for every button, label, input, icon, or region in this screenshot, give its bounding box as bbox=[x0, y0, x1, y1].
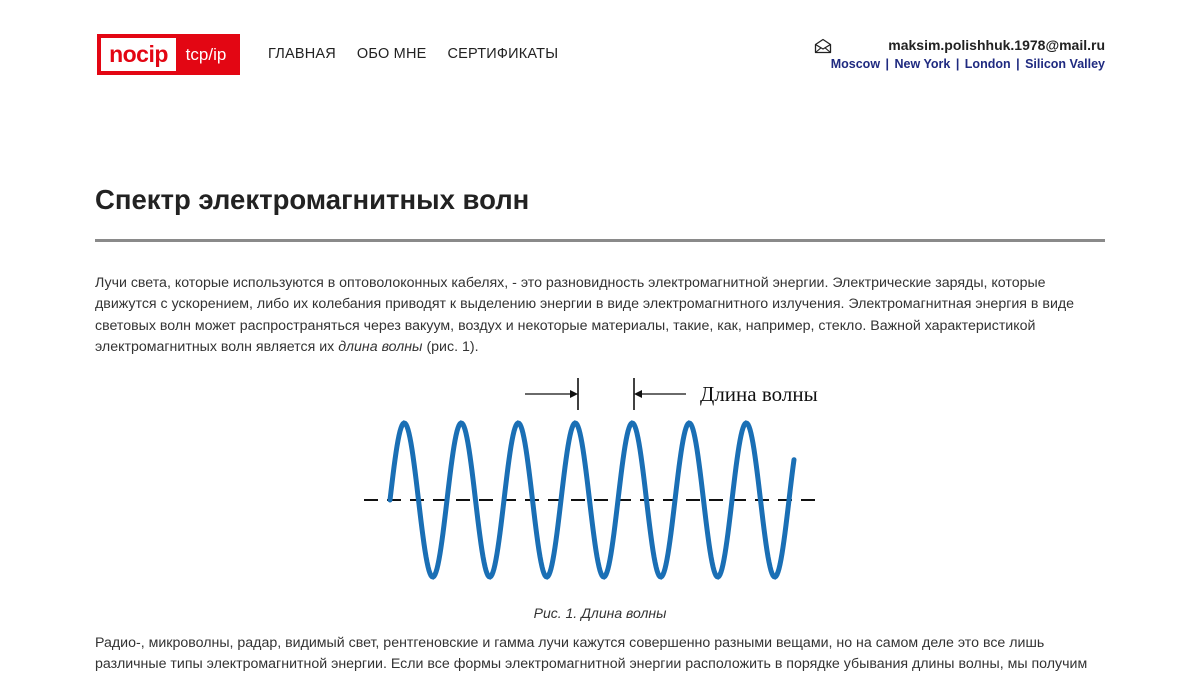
intro-tail: (рис. 1). bbox=[422, 338, 479, 355]
city-link-moscow[interactable]: Moscow bbox=[830, 57, 881, 71]
figure-label: Длина волны bbox=[700, 382, 818, 406]
figure-caption: Рис. 1. Длина волны bbox=[533, 605, 667, 621]
site-logo[interactable] bbox=[97, 34, 240, 75]
nav-item-home[interactable]: ГЛАВНАЯ bbox=[268, 46, 336, 62]
city-link-london[interactable]: London bbox=[964, 57, 1011, 71]
city-links bbox=[831, 57, 1105, 71]
marker-arrowhead-left bbox=[570, 390, 578, 398]
title-divider bbox=[95, 239, 1105, 242]
logo-left-text: nocip bbox=[101, 38, 176, 71]
marker-arrowhead-right bbox=[634, 390, 642, 398]
city-separator: | bbox=[885, 57, 890, 71]
spectrum-paragraph: Радио-, микроволны, радар, видимый свет, рентгеновские и гамма лучи кажутся совершенно разными вещами, но на самом деле это все лишь различные типы электромагнитной энергии. Если все формы электромагнитной энергии расположить в порядке убывания длины волны, мы получим bbox=[95, 635, 1088, 673]
nav-item-about[interactable]: ОБО МНЕ bbox=[356, 46, 427, 62]
city-separator: | bbox=[955, 57, 960, 71]
city-separator: | bbox=[1016, 57, 1020, 71]
figure-wave bbox=[390, 423, 794, 577]
intro-emphasis: длина волны bbox=[338, 338, 423, 355]
mail-icon[interactable] bbox=[814, 38, 832, 54]
main-nav bbox=[268, 46, 558, 62]
city-link-silicon-valley[interactable]: Silicon Valley bbox=[1025, 57, 1105, 71]
contact-block bbox=[831, 37, 1105, 71]
intro-text: Лучи света, которые используются в оптоволоконных кабелях, - это разновидность электромагнитной энергии. Электрические заряды, которые движутся с ускорением, либо их колебания приводят к выделению энергии в виде электромагнитного излучения. Электромагнитная энергия в виде световых волн может распространяться через вакуум, воздух и некоторые материалы, такие, как, например, стекло. Важной характеристикой электромагнитных волн является их bbox=[95, 275, 1075, 355]
intro-paragraph bbox=[95, 273, 1105, 358]
city-link-new-york[interactable]: New York bbox=[894, 57, 951, 71]
page-title: Спектр электромагнитных волн bbox=[95, 184, 530, 215]
nav-item-certificates[interactable]: СЕРТИФИКАТЫ bbox=[447, 46, 559, 62]
logo-right-text: tcp/ip bbox=[185, 44, 227, 64]
contact-email[interactable]: maksim.polishhuk.1978@mail.ru bbox=[888, 37, 1105, 53]
wavelength-figure bbox=[350, 370, 850, 595]
